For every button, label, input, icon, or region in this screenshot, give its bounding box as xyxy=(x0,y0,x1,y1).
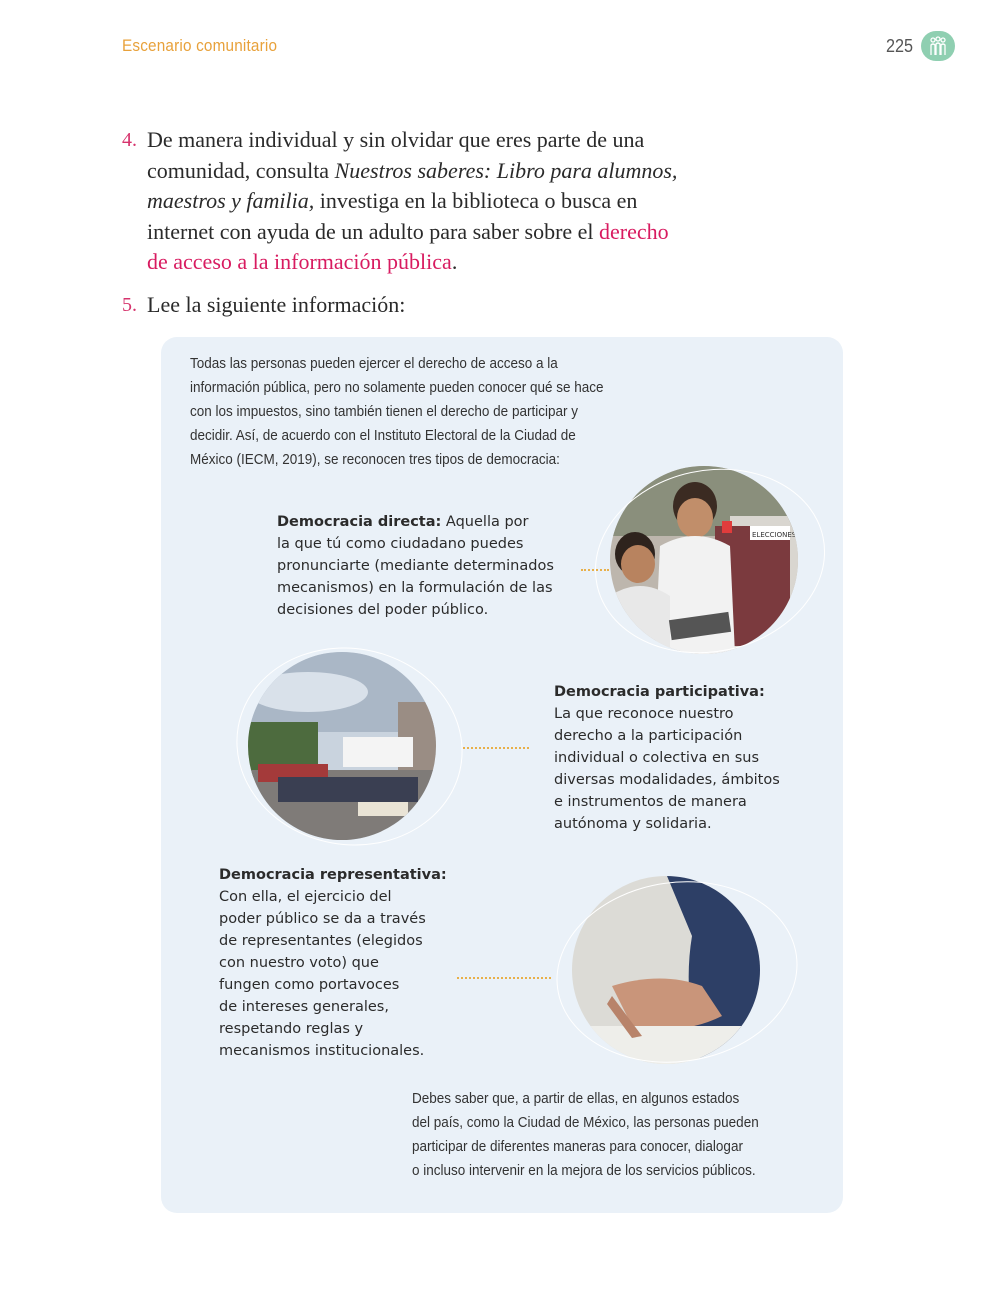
definition-line: poder público se da a través xyxy=(219,911,426,927)
closing-line: del país, como la Ciudad de México, las personas pueden xyxy=(412,1114,759,1131)
item-line: comunidad, consulta Nuestros saberes: Libro para alumnos, xyxy=(147,157,678,183)
item-line: internet con ayuda de un adulto para saber sobre el derecho xyxy=(147,218,669,244)
ballot-box-label: ELECCIONES xyxy=(752,531,797,539)
definition-line: individual o colectiva en sus xyxy=(554,750,760,766)
closing-line: Debes saber que, a partir de ellas, en algunos estados xyxy=(412,1090,740,1107)
definition-line: pronunciarte (mediante determinados xyxy=(277,558,554,574)
closing-line: o incluso intervenir en la mejora de los servicios públicos. xyxy=(412,1162,756,1179)
definition-line: con nuestro voto) que xyxy=(219,955,379,971)
definition-line: Democracia directa: Aquella por xyxy=(277,514,529,530)
definition-line: de representantes (elegidos xyxy=(219,933,423,949)
connector-line xyxy=(463,747,529,749)
definition-line: la que tú como ciudadano puedes xyxy=(277,536,524,552)
definition-line: mecanismos institucionales. xyxy=(219,1043,425,1059)
direct-democracy-text xyxy=(277,511,554,621)
highlight-term: de acceso a la información pública xyxy=(147,249,452,274)
item-line: maestros y familia, investiga en la biblioteca o busca en xyxy=(147,188,638,213)
highlight-term: derecho xyxy=(599,218,669,244)
intro-line: Todas las personas pueden ejercer el derecho de acceso a la xyxy=(190,355,558,372)
intro-line: decidir. Así, de acuerdo con el Instituto Electoral de la Ciudad de xyxy=(190,427,576,444)
intro-line: México (IECM, 2019), se reconocen tres tipos de democracia: xyxy=(190,451,560,468)
term-title: Democracia representativa: xyxy=(219,867,447,883)
definition-line: La que reconoce nuestro xyxy=(554,706,734,722)
section-title: Escenario comunitario xyxy=(122,36,278,55)
item-line: De manera individual y sin olvidar que eres parte de una xyxy=(147,127,645,152)
intro-line: información pública, pero no solamente pueden conocer qué se hace xyxy=(190,379,604,396)
closing-line: participar de diferentes maneras para conocer, dialogar xyxy=(412,1138,743,1155)
definition-line: decisiones del poder público. xyxy=(277,602,489,618)
definition-line: derecho a la participación xyxy=(554,728,743,744)
intro-line: con los impuestos, sino también tienen el derecho de participar y xyxy=(190,403,578,420)
definition-line: diversas modalidades, ámbitos xyxy=(554,772,780,788)
definition-line: Con ella, el ejercicio del xyxy=(219,889,392,905)
definition-line: respetando reglas y xyxy=(219,1021,364,1037)
activity-item-4 xyxy=(122,125,682,280)
item-number: 5. xyxy=(122,294,137,316)
definition-line: e instrumentos de manera xyxy=(554,794,747,810)
term-title: Democracia directa: xyxy=(277,514,442,530)
item-text: Lee la siguiente información: xyxy=(147,292,406,317)
term-title: Democracia participativa: xyxy=(554,684,765,700)
book-title: Nuestros saberes: Libro para alumnos, xyxy=(334,157,678,183)
definition-line: de intereses generales, xyxy=(219,999,389,1015)
closing-paragraph xyxy=(412,1087,759,1183)
definition-line: mecanismos) en la formulación de las xyxy=(277,580,553,596)
definition-line: fungen como portavoces xyxy=(219,977,400,993)
definition-line xyxy=(554,681,780,703)
definition-line: autónoma y solidaria. xyxy=(554,816,712,832)
page-number: 225 xyxy=(886,36,914,56)
activity-item-5 xyxy=(122,290,522,322)
item-line: de acceso a la información pública. xyxy=(147,249,458,274)
intro-paragraph xyxy=(190,352,604,472)
definition-line xyxy=(219,864,447,886)
community-people-icon xyxy=(921,31,955,61)
book-title-cont: maestros y familia, xyxy=(147,188,315,213)
item-number: 4. xyxy=(122,129,137,151)
item-text xyxy=(147,125,677,278)
connector-line xyxy=(457,977,551,979)
participatory-democracy-text xyxy=(554,681,780,835)
representative-democracy-text xyxy=(219,864,447,1062)
